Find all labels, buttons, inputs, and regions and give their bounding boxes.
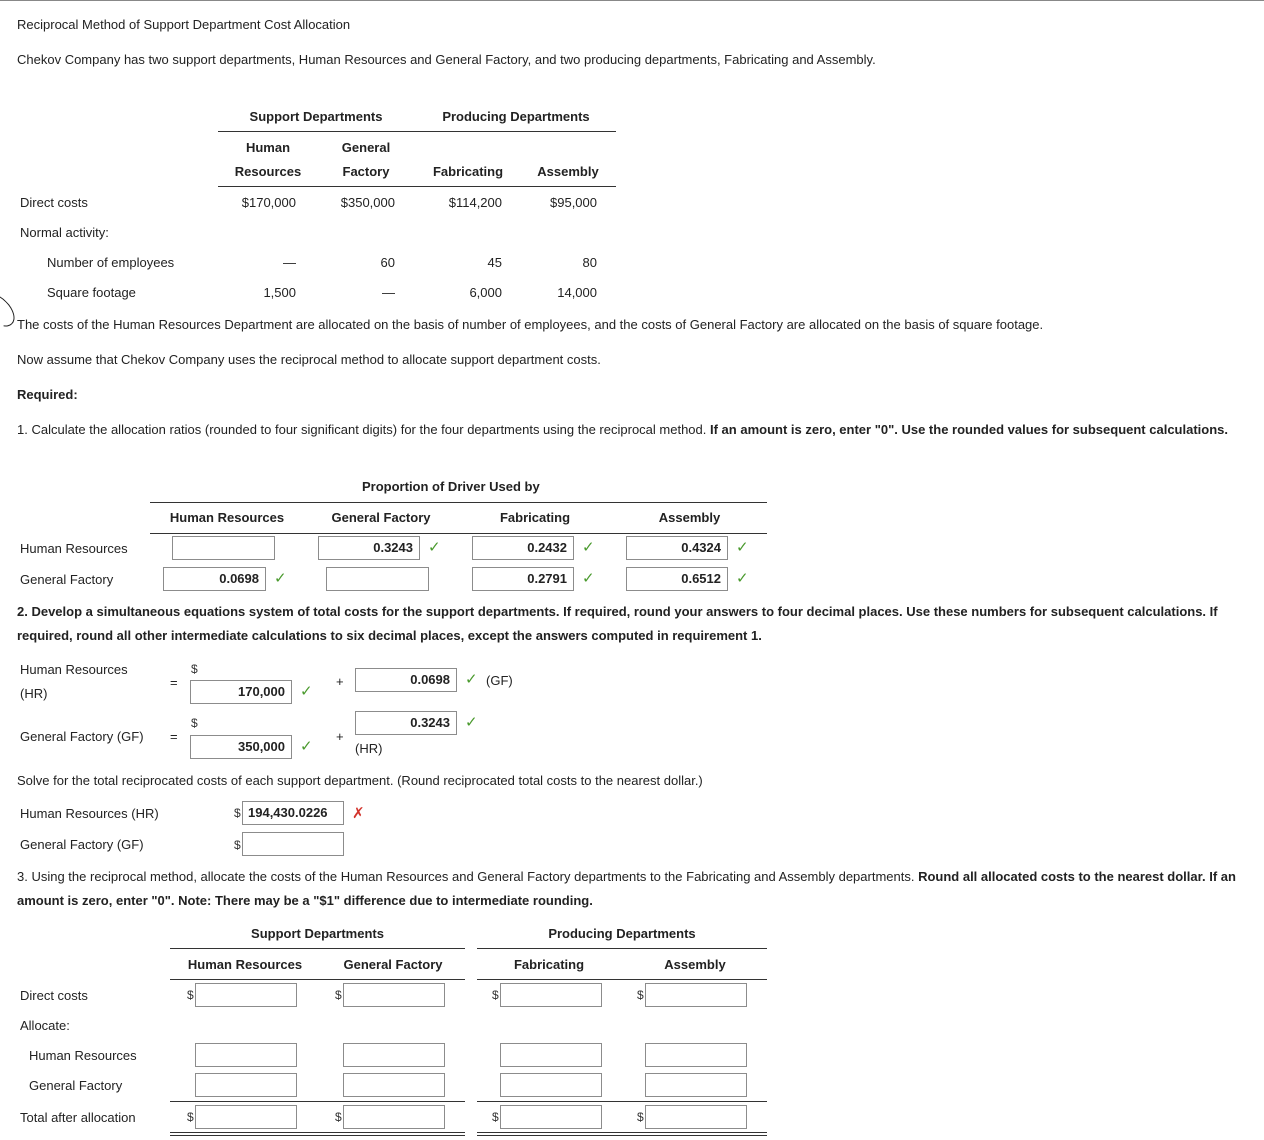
employees-label: Number of employees: [47, 255, 175, 270]
direct-cost-hr: $170,000: [241, 195, 296, 210]
eq-hr-plus: +: [336, 674, 344, 689]
intro-text: Chekov Company has two support departments, Human Resources and General Factory, and two producing departments, Fabricating and Assembly.: [17, 52, 876, 67]
proportion-header: Proportion of Driver Used by: [362, 479, 540, 494]
r3-double-rule-producing-2: [477, 1135, 767, 1136]
r3-alloc-hr-hr-input[interactable]: [195, 1043, 297, 1067]
r3-direct-hr-input[interactable]: [195, 983, 297, 1007]
total-gf-input[interactable]: [242, 832, 344, 856]
eq-gf-coef-input[interactable]: 0.3243: [355, 711, 457, 735]
ratio-gf-hr-input[interactable]: 0.0698: [163, 567, 266, 591]
eq-gf-plus: +: [336, 729, 344, 744]
employees-fabricating: 45: [487, 255, 502, 270]
employees-assembly: 80: [582, 255, 597, 270]
dollar-sign: $: [637, 1110, 644, 1124]
req3-emphasis: Round all allocated costs to the nearest dollar. If an amount is zero, enter "0". Note: There may be a "$1" difference due to intermediate rounding.: [17, 869, 1236, 908]
eq-hr-coef-unit: (GF): [486, 673, 513, 688]
col-assembly: Assembly: [537, 164, 599, 179]
r1-col-hr: Human Resources: [169, 510, 285, 525]
sqft-gf: —: [382, 285, 395, 300]
r1-col-fabricating: Fabricating: [499, 510, 571, 525]
eq-hr-label-line2: (HR): [20, 686, 48, 701]
r3-double-rule-support-2: [170, 1135, 465, 1136]
ratio-hr-hr-input[interactable]: [172, 536, 275, 560]
ratio-gf-assembly-input[interactable]: 0.6512: [626, 567, 728, 591]
assume-text: Now assume that Chekov Company uses the reciprocal method to allocate support department costs.: [17, 352, 601, 367]
check-icon: ✓: [582, 539, 595, 556]
col-hr-line2: Resources: [234, 164, 302, 179]
req2-emphasis: If required, round your answers to four decimal places. Use these numbers for subsequent calculations. If required, round all other intermediate calculations to six decimal places, except the answers computed in requirement 1.: [17, 604, 1218, 643]
check-icon: ✓: [428, 539, 441, 556]
r3-support-rule: [170, 948, 465, 949]
producing-departments-header: Producing Departments: [442, 109, 590, 124]
r3-double-rule-producing-1: [477, 1132, 767, 1133]
check-icon: ✓: [465, 671, 478, 688]
direct-cost-fabricating: $114,200: [448, 195, 502, 210]
col-gf-line2: Factory: [342, 164, 390, 179]
req2-text: 2. Develop a simultaneous equations system of total costs for the support departments.: [17, 604, 564, 619]
support-departments-header: Support Departments: [249, 109, 383, 124]
dollar-sign: $: [492, 988, 499, 1002]
r3-gf-label: General Factory: [29, 1078, 123, 1093]
r1-col-gf: General Factory: [331, 510, 431, 525]
col-hr-line1: Human: [245, 140, 291, 155]
ratio-gf-fabricating-input[interactable]: 0.2791: [472, 567, 574, 591]
eq-gf-equals: =: [170, 729, 178, 744]
r3-col-gf: General Factory: [343, 957, 443, 972]
r3-direct-gf-input[interactable]: [343, 983, 445, 1007]
r3-direct-assembly-input[interactable]: [645, 983, 747, 1007]
r3-producing-rule: [477, 948, 767, 949]
ratio-hr-gf-input[interactable]: 0.3243: [318, 536, 420, 560]
check-icon: ✓: [300, 738, 313, 755]
r3-support-header: Support Departments: [251, 926, 384, 941]
dollar-sign: $: [492, 1110, 499, 1124]
r3-alloc-gf-hr-input[interactable]: [195, 1073, 297, 1097]
dollar-sign: $: [191, 662, 198, 676]
sqft-hr: 1,500: [263, 285, 296, 300]
r3-producing-column-rule: [477, 979, 767, 980]
ratio-hr-assembly-input[interactable]: 0.4324: [626, 536, 728, 560]
r3-direct-fabricating-input[interactable]: [500, 983, 602, 1007]
req3-text: 3. Using the reciprocal method, allocate the costs of the Human Resources and General Factory departments to the Fabricating and Assembly departments.: [17, 869, 919, 884]
eq-gf-direct-input[interactable]: 350,000: [190, 735, 292, 759]
proportion-rule: [150, 502, 767, 503]
total-gf-label: General Factory (GF): [20, 837, 144, 852]
ratio-hr-fabricating-input[interactable]: 0.2432: [472, 536, 574, 560]
check-icon: ✓: [274, 570, 287, 587]
required-label: Required:: [17, 387, 78, 402]
r3-alloc-hr-gf-input[interactable]: [343, 1043, 445, 1067]
eq-hr-equals: =: [170, 675, 178, 690]
dollar-sign: $: [187, 988, 194, 1002]
dollar-sign: $: [234, 806, 241, 820]
r1-col-assembly: Assembly: [658, 510, 721, 525]
eq-gf-label: General Factory (GF): [20, 729, 144, 744]
dollar-sign: $: [637, 988, 644, 1002]
r3-alloc-gf-assembly-input[interactable]: [645, 1073, 747, 1097]
check-icon: ✓: [582, 570, 595, 587]
r3-allocate-label: Allocate:: [20, 1018, 70, 1033]
req1-instructions: [17, 418, 1257, 442]
top-rule: [0, 0, 1264, 1]
page-title: Reciprocal Method of Support Department Cost Allocation: [17, 17, 351, 32]
cross-icon: ✗: [352, 805, 365, 822]
check-icon: ✓: [300, 683, 313, 700]
req1-text: 1. Calculate the allocation ratios (rounded to four significant digits) for the four departments using the reciprocal method.: [17, 422, 710, 437]
r3-total-rule-support: [170, 1101, 465, 1102]
r3-direct-costs-label: Direct costs: [20, 988, 88, 1003]
r3-col-fabricating: Fabricating: [513, 957, 585, 972]
col-gf-line1: General: [341, 140, 391, 155]
r3-alloc-hr-assembly-input[interactable]: [645, 1043, 747, 1067]
direct-costs-label: Direct costs: [20, 195, 88, 210]
column-rule: [218, 186, 616, 187]
r3-hr-label: Human Resources: [29, 1048, 137, 1063]
r3-total-assembly-input[interactable]: [645, 1105, 747, 1129]
req1-emphasis: If an amount is zero, enter "0". Use the rounded values for subsequent calculations.: [710, 422, 1228, 437]
eq-hr-direct-input[interactable]: 170,000: [190, 680, 292, 704]
solve-text: Solve for the total reciprocated costs of each support department. (Round reciprocated total costs to the nearest dollar.): [17, 773, 703, 788]
check-icon: ✓: [736, 539, 749, 556]
r1-row-hr-label: Human Resources: [20, 541, 128, 556]
r1-row-gf-label: General Factory: [20, 572, 114, 587]
check-icon: ✓: [465, 714, 478, 731]
proportion-column-rule: [150, 533, 767, 534]
r3-col-hr: Human Resources: [187, 957, 303, 972]
total-hr-input[interactable]: 194,430.0226: [242, 801, 344, 825]
req2-instructions: [17, 600, 1257, 648]
r3-alloc-gf-fabricating-input[interactable]: [500, 1073, 602, 1097]
sqft-fabricating: 6,000: [469, 285, 502, 300]
dollar-sign: $: [234, 838, 241, 852]
r3-col-assembly: Assembly: [664, 957, 726, 972]
dollar-sign: $: [191, 716, 198, 730]
sqft-assembly: 14,000: [557, 285, 597, 300]
r3-support-column-rule: [170, 979, 465, 980]
dollar-sign: $: [335, 1110, 342, 1124]
direct-cost-gf: $350,000: [340, 195, 395, 210]
eq-gf-coef-unit: (HR): [355, 741, 383, 756]
normal-activity-label: Normal activity:: [20, 225, 109, 240]
dollar-sign: $: [187, 1110, 194, 1124]
r3-alloc-gf-gf-input[interactable]: [343, 1073, 445, 1097]
employees-gf: 60: [380, 255, 395, 270]
r3-producing-header: Producing Departments: [548, 926, 696, 941]
r3-double-rule-support-1: [170, 1132, 465, 1133]
r3-total-rule-producing: [477, 1101, 767, 1102]
eq-hr-coef-input[interactable]: 0.0698: [355, 668, 457, 692]
basis-text: The costs of the Human Resources Department are allocated on the basis of number of employees, and the costs of General Factory are allocated on the basis of square footage.: [17, 317, 1044, 332]
dollar-sign: $: [335, 988, 342, 1002]
r3-total-label: Total after allocation: [20, 1110, 136, 1125]
req3-instructions: [17, 865, 1257, 913]
check-icon: ✓: [736, 570, 749, 587]
r3-total-fabricating-input[interactable]: [500, 1105, 602, 1129]
sqft-label: Square footage: [47, 285, 136, 300]
eq-hr-label-line1: Human Resources: [20, 662, 128, 677]
col-fabricating: Fabricating: [432, 164, 504, 179]
r3-alloc-hr-fabricating-input[interactable]: [500, 1043, 602, 1067]
header-rule: [218, 131, 616, 132]
employees-hr: —: [283, 255, 296, 270]
ratio-gf-gf-input[interactable]: [326, 567, 429, 591]
r3-total-hr-input[interactable]: [195, 1105, 297, 1129]
total-hr-label: Human Resources (HR): [20, 806, 159, 821]
direct-cost-assembly: $95,000: [550, 195, 597, 210]
r3-total-gf-input[interactable]: [343, 1105, 445, 1129]
